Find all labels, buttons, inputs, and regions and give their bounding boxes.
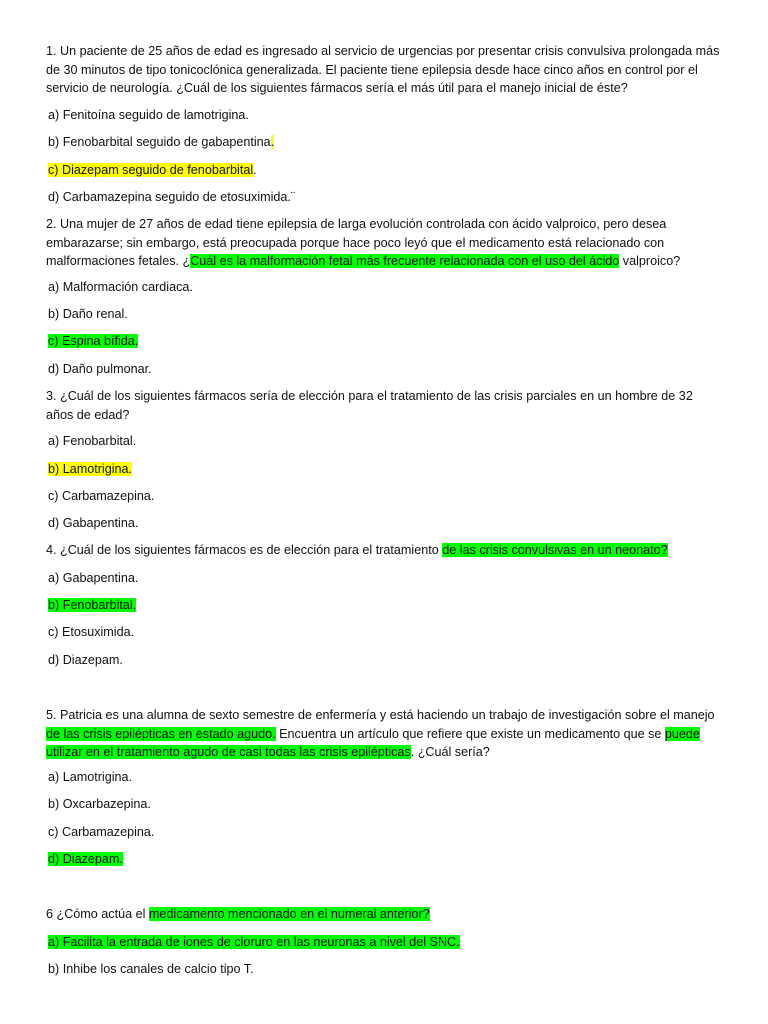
q2-option-d [48,360,152,378]
question-4-highlight: de las crisis convulsivas en un neonato? [442,543,668,557]
q5-option-d [48,850,123,868]
q2-option-c-text: c) Espina bífida. [48,334,139,348]
q1-option-a [48,106,249,124]
q3-option-b-text: b) Lamotrigina. [48,462,132,476]
q5-option-b [48,795,151,813]
question-2-text-2: valproico? [619,254,681,268]
question-5-highlight-2: puede utilizar en el tratamiento agudo de casi todas las crisis epilépticas [46,726,700,759]
q1-option-c [48,161,257,179]
question-3-text: 3. ¿Cuál de los siguientes fármacos sería de elección para el tratamiento de las crisis parciales en un hombre de 32 años de edad? [46,389,693,422]
q4-option-d [48,651,123,669]
q1-option-c-text: c) Diazepam seguido de fenobarbital [48,163,254,177]
q1-option-c-trail: . [253,163,257,177]
q5-option-a [48,768,132,786]
q6-option-a [48,933,460,951]
question-4 [46,541,722,560]
q2-option-b-text: b) Daño renal. [48,307,128,321]
question-6 [46,905,722,924]
q3-option-b [48,460,132,478]
question-5-highlight-1: de las crisis epilépticas en estado agudo. [46,726,276,741]
q4-option-a [48,569,138,587]
q2-option-a-text: a) Malformación cardiaca. [48,280,193,294]
question-2-highlight: Cuál es la malformación fetal más frecuente relacionada con el uso del ácido [190,254,620,268]
q4-option-d-text: d) Diazepam. [48,653,123,667]
q4-option-c-text: c) Etosuximida. [48,625,135,639]
q1-option-a-text: a) Fenitoína seguido de lamotrigina. [48,108,249,122]
q3-option-d [48,514,138,532]
q3-option-c [48,487,154,505]
question-6-text: 6 ¿Cómo actúa el [46,907,149,921]
question-1-text: 1. Un paciente de 25 años de edad es ingresado al servicio de urgencias por presentar crisis convulsiva prolongada más de 30 minutos de tipo tonicoclónica generalizada. El paciente tiene epilepsia desde hace cinco años en control por el servicio de neurología. ¿Cuál de los siguientes fármacos sería el más útil para el manejo inicial de éste? [46,44,720,95]
question-5-text-2: Encuentra un artículo que refiere que existe un medicamento que se [275,726,665,741]
q5-option-d-text: d) Diazepam. [48,852,123,866]
q3-option-a [48,432,136,450]
question-1 [46,42,722,98]
question-5-text-3: . ¿Cuál sería? [410,745,490,759]
question-2-text-1: 2. Una mujer de 27 años de edad tiene epilepsia de larga evolución controlada con ácido valproico, pero desea embarazarse; sin embargo, está preocupada porque hace poco leyó que el medicamento está relacionado con malformaciones fetales. ¿ [46,217,667,268]
question-5-text-1: 5. Patricia es una alumna de sexto semestre de enfermería y está haciendo un trabajo de investigación sobre el manejo [46,708,715,722]
q6-option-a-text: a) Facilita la entrada de iones de cloruro en las neuronas a nivel del SNC. [48,935,460,949]
q4-option-a-text: a) Gabapentina. [48,571,139,585]
q3-option-d-text: d) Gabapentina. [48,516,139,530]
q1-option-d [48,188,295,206]
q4-option-b-text: b) Fenobarbital. [48,598,137,612]
q5-option-a-text: a) Lamotrigina. [48,770,132,784]
question-4-text: 4. ¿Cuál de los siguientes fármacos es de elección para el tratamiento [46,543,443,557]
q4-option-b [48,596,136,614]
q4-option-c [48,623,134,641]
question-2 [46,215,722,271]
q5-option-b-text: b) Oxcarbazepina. [48,797,151,811]
q2-option-c [48,332,138,350]
q5-option-c-text: c) Carbamazepina. [48,825,155,839]
q2-option-d-text: d) Daño pulmonar. [48,362,152,376]
q3-option-c-text: c) Carbamazepina. [48,489,155,503]
q2-option-a [48,278,193,296]
q1-option-d-text: d) Carbamazepina seguido de etosuximida.¨ [48,190,296,204]
q1-option-b-text: b) Fenobarbital seguido de gabapentina [48,135,271,149]
question-5 [46,706,722,762]
question-6-highlight: medicamento mencionado en el numeral anterior? [148,907,430,921]
q2-option-b [48,305,128,323]
q6-option-b-text: b) Inhibe los canales de calcio tipo T. [48,962,254,976]
question-3 [46,387,722,424]
q1-option-b-trail: . [270,135,275,149]
q6-option-b [48,960,254,978]
q3-option-a-text: a) Fenobarbital. [48,434,137,448]
q1-option-b [48,133,274,151]
q5-option-c [48,823,154,841]
